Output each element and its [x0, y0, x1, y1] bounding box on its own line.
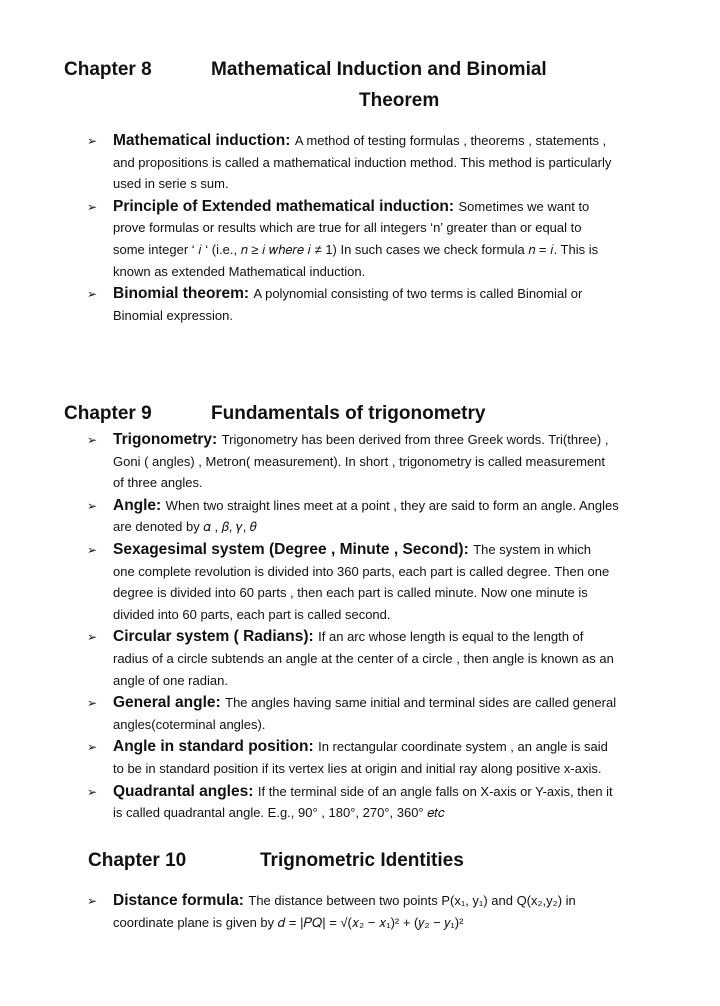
item-line: If the terminal side of an angle falls on X-axis or Y-axis, then it [257, 783, 613, 799]
chapter-heading [0, 845, 720, 876]
item-term: Principle of Extended mathematical induction: [113, 197, 455, 215]
chapter-title-line2: Theorem [359, 90, 440, 111]
item-term: Trigonometry: [113, 431, 218, 448]
list-item [0, 283, 658, 326]
item-term: Binomial theorem: [113, 285, 250, 303]
item-line: and propositions is called a mathematical induction method. This method is particularly [113, 154, 612, 170]
definition-list [0, 429, 720, 825]
item-term: Angle in standard position: [113, 738, 314, 756]
arrowhead-bullet-icon: ➢ [87, 630, 98, 645]
item-line: If an arc whose length is equal to the length of [318, 629, 584, 645]
item-line: of three angles. [113, 475, 203, 491]
chapter-number: Chapter 10 [88, 850, 187, 871]
chapter-10 [0, 845, 720, 930]
item-line: are denoted by 𝛼 , 𝛽, 𝛾, 𝜃 [113, 519, 257, 535]
item-line: angles(coterminal angles). [113, 716, 266, 732]
chapter-9 [0, 398, 720, 821]
list-item [0, 626, 658, 691]
item-line: The distance between two points P(x₁, y₁) and Q(x₂,y₂) in [248, 893, 576, 908]
list-item [0, 692, 658, 735]
item-line: A polynomial consisting of two terms is called Binomial or [253, 286, 583, 302]
item-term: Sexagesimal system (Degree , Minute , Second): [113, 540, 469, 558]
chapter-number: Chapter 8 [64, 59, 152, 80]
distance-formula-line: coordinate plane is given by 𝑑 = |𝑃𝑄| = √(𝑥₂ − 𝑥₁)² + (𝑦₂ − 𝑦₁)² [113, 914, 464, 930]
chapter-number: Chapter 9 [64, 403, 152, 424]
arrowhead-bullet-icon: ➢ [87, 784, 98, 799]
definition-list [0, 130, 720, 327]
item-line: known as extended Mathematical induction. [113, 263, 366, 279]
list-item [0, 495, 658, 538]
arrowhead-bullet-icon: ➢ [87, 498, 98, 513]
arrowhead-bullet-icon: ➢ [87, 740, 98, 755]
item-term: Quadrantal angles: [113, 782, 254, 800]
chapter-title-line1: Mathematical Induction and Binomial [211, 59, 547, 80]
item-term: Circular system ( Radians): [113, 628, 314, 646]
item-line: Sometimes we want to [458, 198, 590, 214]
item-line: used in serie s sum. [113, 176, 229, 192]
arrowhead-bullet-icon: ➢ [87, 287, 98, 302]
item-line: When two straight lines meet at a point , they are said to form an angle. Angles [165, 497, 619, 513]
chapter-heading [0, 398, 720, 429]
arrowhead-bullet-icon: ➢ [87, 199, 98, 214]
chapter-title: Fundamentals of trigonometry [211, 403, 486, 424]
item-line: to be in standard position if its vertex lies at origin and initial ray along positive x-axis. [113, 760, 602, 776]
list-item [0, 736, 658, 779]
item-line: Binomial expression. [113, 307, 233, 323]
list-item [0, 429, 658, 494]
item-line: angle of one radian. [113, 672, 228, 688]
item-line: The system in which [473, 541, 591, 557]
list-item [0, 196, 658, 282]
list-item [0, 130, 658, 195]
arrowhead-bullet-icon: ➢ [87, 134, 98, 148]
item-line: divided into 60 parts, each part is called second. [113, 606, 391, 622]
arrowhead-bullet-icon: ➢ [87, 542, 98, 557]
list-item [0, 539, 658, 625]
item-term: Angle: [113, 496, 162, 514]
item-line: radius of a circle subtends an angle at the center of a circle , then angle is known as an [113, 650, 614, 666]
item-line: some integer ‘ 𝑖 ‘ (i.e., 𝑛 ≥ 𝑖 𝑤ℎ𝑒𝑟𝑒 𝑖 ≠ 1) In such cases we check formula 𝑛 = 𝑖. This is [113, 241, 599, 257]
chapter-8 [0, 54, 720, 323]
chapter-title: Trignometric Identities [260, 850, 464, 871]
item-line: prove formulas or results which are true for all integers ‘n’ greater than or equal to [113, 220, 582, 236]
item-line: one complete revolution is divided into 360 parts, each part is called degree. Then one [113, 563, 610, 579]
item-line: In rectangular coordinate system , an angle is said [318, 739, 608, 755]
item-line: A method of testing formulas , theorems , statements , [294, 133, 607, 148]
item-term: Mathematical induction: [113, 132, 291, 149]
item-line: Goni ( angles) , Metron( measurement). In short , trigonometry is called measurement [113, 453, 606, 469]
arrowhead-bullet-icon: ➢ [87, 894, 98, 908]
list-item [0, 781, 658, 824]
definition-list [0, 890, 720, 934]
arrowhead-bullet-icon: ➢ [87, 433, 98, 447]
arrowhead-bullet-icon: ➢ [87, 696, 98, 711]
item-term: General angle: [113, 694, 221, 712]
item-line: Trigonometry has been derived from three Greek words. Tri(three) , [221, 432, 609, 447]
item-term: Distance formula: [113, 892, 244, 909]
list-item [0, 890, 658, 933]
item-line: The angles having same initial and terminal sides are called general [225, 695, 617, 711]
item-line: degree is divided into 60 parts , then each part is called minute. Now one minute is [113, 585, 588, 601]
item-line: is called quadrantal angle. E.g., 90° , 180°, 270°, 360° 𝑒𝑡𝑐 [113, 805, 445, 821]
chapter-heading [0, 54, 720, 116]
